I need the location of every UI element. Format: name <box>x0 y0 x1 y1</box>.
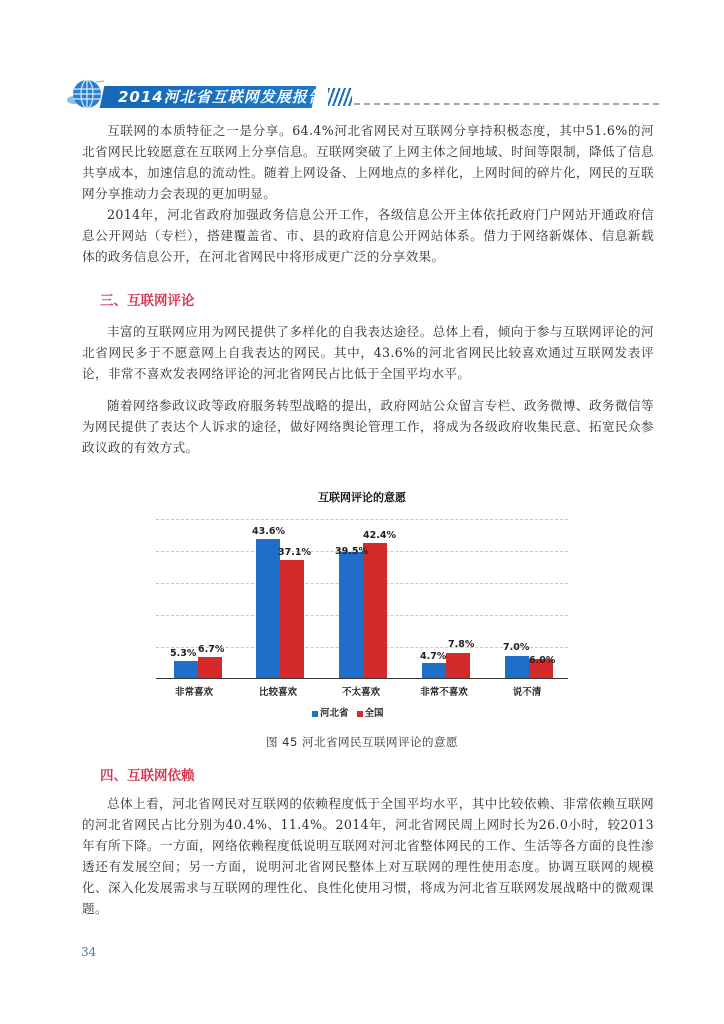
value-label: 37.1% <box>278 547 311 558</box>
value-label: 42.4% <box>363 530 396 541</box>
report-title: 2014河北省互联网发展报告 <box>118 88 324 106</box>
value-label: 7.0% <box>503 642 530 653</box>
bar-national <box>446 653 470 678</box>
bar-group-very-like <box>172 519 224 678</box>
section-heading-dependence: 四、互联网依赖 <box>100 768 195 784</box>
section-heading-comments: 三、互联网评论 <box>100 293 195 309</box>
bar-chart <box>152 483 572 728</box>
x-tick-label: 非常喜欢 <box>174 687 213 698</box>
globe-icon <box>66 78 104 112</box>
legend-item-national: 全国 <box>357 705 384 719</box>
bar-national <box>363 543 387 678</box>
paragraph-egov: 随着网络参政议政等政府服务转型战略的提出，政府网站公众留言专栏、政务微博、政务微信等为网民提供了表达个人诉求的途径，做好网络舆论管理工作，将成为各级政府收集民意、拓宽民众参政议政的有效方式。 <box>82 398 654 455</box>
x-axis <box>156 678 568 679</box>
bar-group-like <box>252 519 311 678</box>
value-label: 6.7% <box>198 644 225 655</box>
bar-group-strongly-dislike <box>420 519 475 678</box>
bar-hebei <box>339 552 363 678</box>
x-tick-label: 说不清 <box>512 687 542 698</box>
paragraph-dependence: 总体上看，河北省网民对互联网的依赖程度低于全国平均水平，其中比较依赖、非常依赖互联网的河北省网民占比分别为40.4%、11.4%。2014年，河北省网民周上网时长为26.0小时，较2013年有所下降。一方面，网络依赖程度低说明互联网对河北省整体网民的工作、生活等各方面的良性渗透还有发展空间；另一方面，说明河北省网民整体上对互联网的理性使用态度。协调互联网的规模化、深入化发展需求与互联网的理性化、良性化使用习惯，将成为河北省互联网发展战略中的微观课题。 <box>82 796 654 916</box>
page-number: 34 <box>81 945 97 959</box>
bar-group-dislike <box>335 519 396 678</box>
bar-national <box>198 657 222 678</box>
bar-hebei <box>422 663 446 678</box>
value-label: 39.5% <box>335 546 368 557</box>
header-rule <box>354 103 659 105</box>
plot-area <box>156 519 568 679</box>
paragraph-sharing: 互联网的本质特征之一是分享。64.4%河北省网民对互联网分享持积极态度，其中51.6%的河北省网民比较愿意在互联网上分享信息。互联网突破了上网主体之间地域、时间等限制，降低了信息共享成本，加速信息的流动性。随着上网设备、上网地点的多样化，上网时间的碎片化，网民的互联网分享推动力会表现的更加明显。 <box>82 123 654 201</box>
bar-hebei <box>256 539 280 678</box>
x-tick-label: 比较喜欢 <box>258 687 297 698</box>
x-tick-label: 非常不喜欢 <box>420 687 468 698</box>
report-header <box>62 76 662 116</box>
paragraph-gov-info: 2014年，河北省政府加强政务信息公开工作，各级信息公开主体依托政府门户网站开通政府信息公开网站（专栏），搭建覆盖省、市、县的政府信息公开网站体系。借力于网络新媒体、信息新载体的政务信息公开，在河北省网民中将形成更广泛的分享效果。 <box>82 207 654 264</box>
legend-swatch-icon <box>357 711 363 717</box>
bar-hebei <box>505 656 529 678</box>
bar-hebei <box>174 661 198 678</box>
value-label: 7.8% <box>448 639 475 650</box>
legend-swatch-icon <box>312 711 318 717</box>
paragraph-comments: 丰富的互联网应用为网民提供了多样化的自我表达途径。总体上看，倾向于参与互联网评论的河北省网民多于不愿意网上自我表达的网民。其中，43.6%的河北省网民比较喜欢通过互联网发表评论，非常不喜欢发表网络评论的河北省网民占比低于全国平均水平。 <box>82 324 654 381</box>
bar-national <box>280 560 304 678</box>
header-stripes <box>328 88 352 106</box>
figure-caption: 图 45 河北省网民互联网评论的意愿 <box>266 735 458 749</box>
chart-title: 互联网评论的意愿 <box>318 491 406 504</box>
x-tick-label: 不太喜欢 <box>341 687 380 698</box>
value-label: 43.6% <box>252 526 285 537</box>
value-label: 4.7% <box>420 651 447 662</box>
value-label: 5.3% <box>170 648 197 659</box>
legend-item-hebei: 河北省 <box>312 705 349 719</box>
chart-legend <box>312 705 384 719</box>
value-label: 6.0% <box>529 655 556 666</box>
bar-group-unsure <box>503 519 555 678</box>
